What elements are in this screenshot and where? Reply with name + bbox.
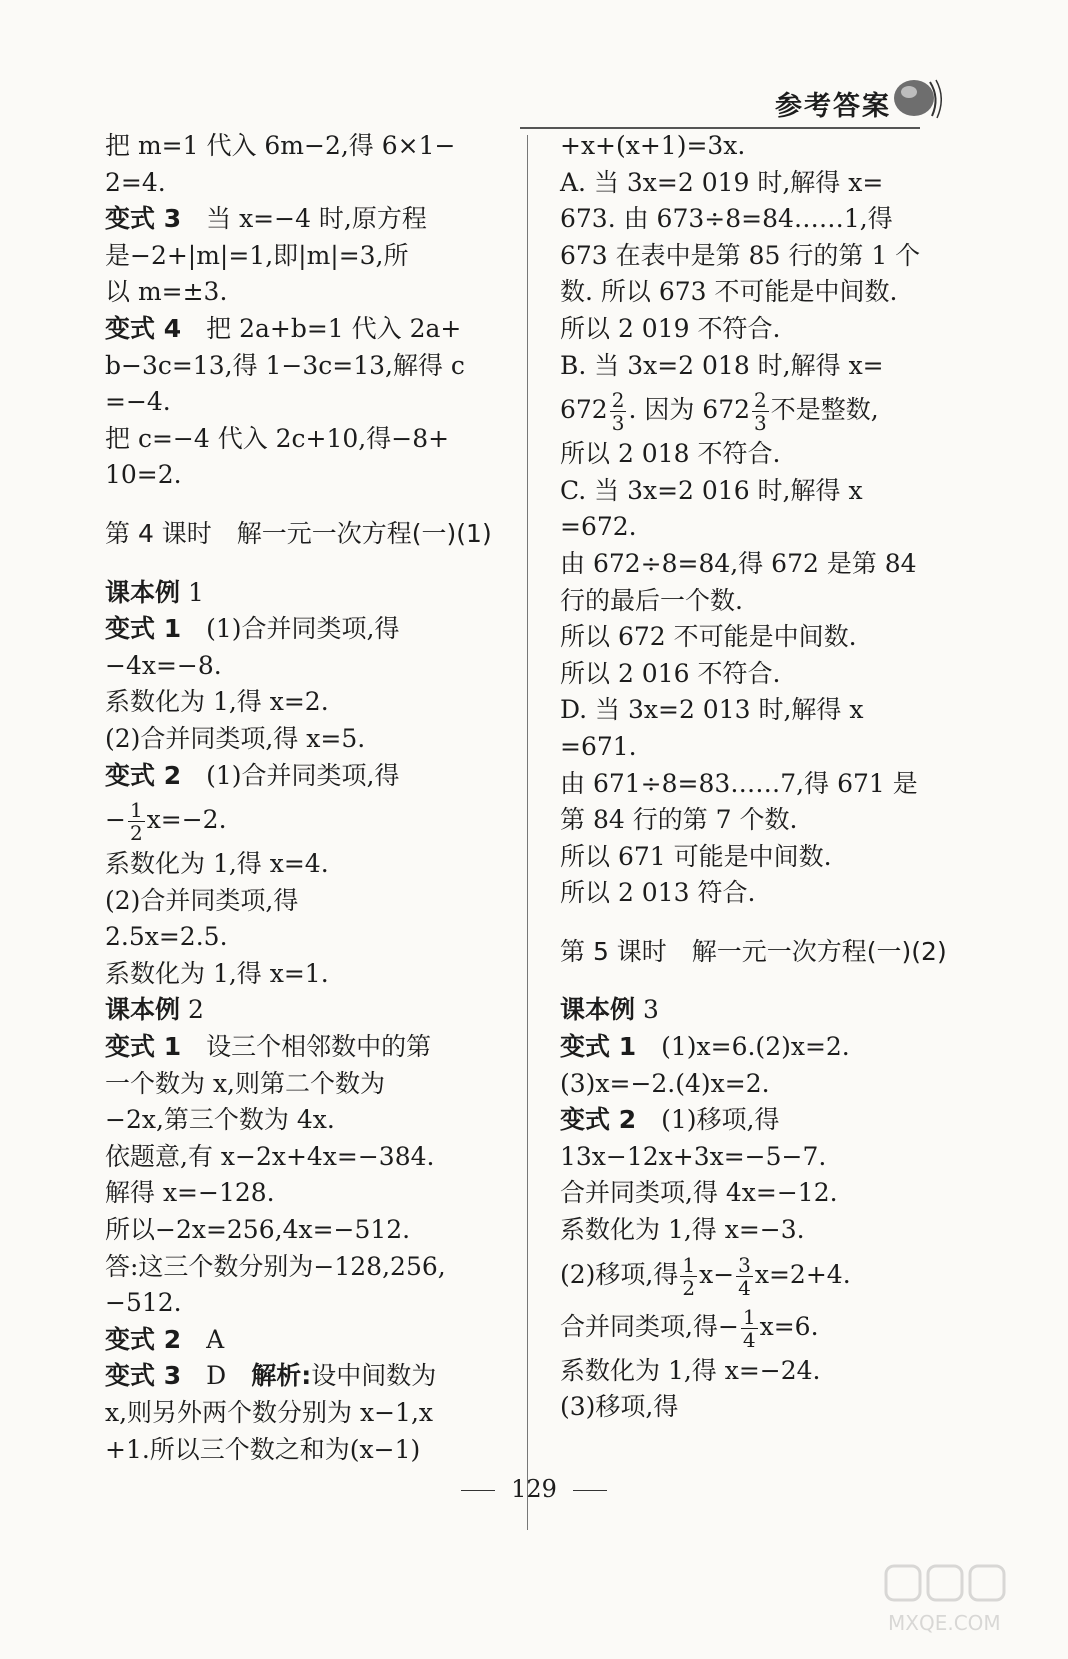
text-line: (1)x=6.(2)x=2.: [661, 1032, 850, 1062]
text-line: 系数化为 1,得 x=1.: [105, 958, 329, 988]
numerator: 1: [742, 1304, 756, 1329]
text-line: 13x−12x+3x=−5−7.: [560, 1141, 827, 1171]
text-line: (3)x=−2.(4)x=2.: [560, 1068, 770, 1098]
header-ornament-icon: [890, 76, 942, 120]
footer-dash: [573, 1490, 607, 1491]
text-line: 系数化为 1,得 x=−24.: [560, 1355, 821, 1385]
text-line: 所以 671 可能是中间数.: [560, 841, 832, 871]
fraction-line: [560, 384, 958, 436]
numerator: 2: [611, 388, 625, 413]
variant-1: [560, 1029, 958, 1066]
variant-3: [105, 201, 500, 238]
fraction: [741, 1306, 758, 1351]
text-line: 第 84 行的第 7 个数.: [560, 805, 798, 835]
text-line: 673 在表中是第 85 行的第 1 个: [560, 240, 921, 270]
text-line: =672.: [560, 512, 637, 542]
numerator: 2: [754, 388, 767, 413]
text-line: 所以 2 016 不符合.: [560, 658, 781, 688]
answer: D: [206, 1361, 227, 1391]
numerator: 1: [129, 798, 143, 823]
fraction-line: [105, 794, 500, 846]
fraction-line: [560, 1301, 958, 1353]
example-heading: [105, 992, 500, 1029]
text-line: 所以 2 019 不符合.: [560, 313, 781, 343]
text-line: +x+(x+1)=3x.: [560, 131, 746, 160]
fraction: [128, 799, 145, 844]
text-line: 所以 2 013 符合.: [560, 878, 756, 908]
text-fragment: 672: [560, 395, 608, 425]
text-line: (3)移项,得: [560, 1392, 679, 1422]
text-line: 设中间数为: [311, 1361, 437, 1391]
text-line: 把 m=1 代入 6m−2,得 6×1−: [105, 131, 456, 160]
analysis-label: 解析:: [251, 1361, 312, 1391]
text-line: 由 672÷8=84,得 672 是第 84: [560, 548, 917, 578]
variant-label: 变式 4: [105, 313, 182, 343]
text-fragment: . 因为 672: [628, 395, 751, 425]
fraction-line: [560, 1249, 958, 1301]
text-line: 2=4.: [105, 167, 166, 197]
text-line: (2)合并同类项,得: [105, 885, 299, 915]
text-line: +1.所以三个数之和为(x−1): [105, 1434, 421, 1464]
text-fragment: x=2+4.: [754, 1259, 851, 1289]
fraction: [610, 389, 627, 434]
example-label: 课本例: [105, 577, 181, 607]
text-line: 把 2a+b=1 代入 2a+: [206, 313, 462, 343]
example-heading: [105, 575, 500, 612]
denominator: 3: [611, 411, 625, 436]
text-line: 所以 2 018 不符合.: [560, 439, 781, 469]
variant-label: 变式 2: [105, 1324, 182, 1354]
variant-label: 变式 3: [105, 204, 182, 234]
text-line: (1)移项,得: [661, 1105, 780, 1135]
denominator: 2: [682, 1275, 696, 1300]
denominator: 2: [129, 821, 143, 846]
text-line: 把 c=−4 代入 2c+10,得−8+: [105, 423, 450, 453]
footer-dash: [461, 1490, 495, 1491]
left-column: [105, 128, 500, 1468]
text-line: 解得 x=−128.: [105, 1178, 275, 1208]
watermark-logo-icon: [880, 1560, 1030, 1640]
watermark-text: MXQE.COM: [888, 1611, 1001, 1635]
example-label: 课本例: [105, 995, 181, 1025]
lesson-heading: 第 5 课时 解一元一次方程(一)(2): [560, 936, 947, 966]
text-line: 数. 所以 673 不可能是中间数.: [560, 277, 898, 307]
text-line: 由 671÷8=83……7,得 671 是: [560, 768, 918, 798]
text-line: =−4.: [105, 387, 171, 417]
variant-label: 变式 1: [105, 614, 182, 644]
denominator: 4: [738, 1275, 751, 1300]
example-heading: [560, 992, 958, 1029]
text-fragment: x=6.: [759, 1311, 819, 1341]
text-line: (2)合并同类项,得 x=5.: [105, 723, 366, 753]
text-line: 所以 672 不可能是中间数.: [560, 622, 857, 652]
text-line: x,则另外两个数分别为 x−1,x: [105, 1398, 433, 1427]
text-line: 系数化为 1,得 x=4.: [105, 849, 329, 879]
text-fragment: −: [105, 805, 126, 835]
numerator: 3: [738, 1252, 751, 1277]
variant-3: [105, 1358, 500, 1395]
fraction: [752, 389, 769, 434]
fraction: [680, 1254, 697, 1299]
variant-4: [105, 311, 500, 348]
text-line: B. 当 3x=2 018 时,解得 x=: [560, 350, 884, 380]
text-line: 行的最后一个数.: [560, 585, 743, 615]
text-line: D. 当 3x=2 013 时,解得 x: [560, 695, 864, 725]
text-fragment: 不是整数,: [770, 395, 879, 425]
text-line: 答:这三个数分别为−128,256,: [105, 1251, 446, 1281]
text-line: 2.5x=2.5.: [105, 922, 228, 952]
text-line: −2x,第三个数为 4x.: [105, 1105, 335, 1135]
text-line: 系数化为 1,得 x=−3.: [560, 1215, 805, 1245]
example-number: 2: [187, 995, 204, 1025]
text-fragment: 合并同类项,得−: [560, 1311, 739, 1341]
text-fragment: x=−2.: [146, 805, 227, 835]
text-line: 当 x=−4 时,原方程: [206, 204, 427, 234]
text-line: 所以−2x=256,4x=−512.: [105, 1215, 411, 1245]
text-line: b−3c=13,得 1−3c=13,解得 c: [105, 350, 465, 380]
page-footer: [0, 1475, 1068, 1503]
variant-label: 变式 3: [105, 1361, 182, 1391]
text-line: C. 当 3x=2 016 时,解得 x: [560, 475, 863, 505]
lesson-heading: 第 4 课时 解一元一次方程(一)(1): [105, 518, 492, 548]
text-line: (1)合并同类项,得: [206, 614, 400, 644]
text-line: 一个数为 x,则第二个数为: [105, 1068, 385, 1098]
answer: A: [206, 1324, 225, 1354]
text-line: A. 当 3x=2 019 时,解得 x=: [560, 167, 884, 197]
text-line: 合并同类项,得 4x=−12.: [560, 1178, 838, 1208]
text-line: 是−2+|m|=1,即|m|=3,所: [105, 240, 409, 270]
variant-1: [105, 611, 500, 648]
text-line: 10=2.: [105, 460, 182, 490]
column-divider: [527, 135, 528, 1530]
example-number: 1: [187, 577, 204, 607]
variant-2: [105, 1322, 500, 1359]
numerator: 1: [682, 1252, 696, 1277]
text-fragment: x−: [699, 1259, 735, 1289]
text-line: 673. 由 673÷8=84……1,得: [560, 204, 893, 234]
denominator: 4: [742, 1327, 756, 1352]
page-header: [520, 72, 940, 132]
fraction: [736, 1254, 753, 1299]
variant-label: 变式 2: [105, 760, 182, 790]
page-number: 129: [511, 1475, 557, 1503]
text-line: 依题意,有 x−2x+4x=−384.: [105, 1141, 435, 1171]
variant-label: 变式 2: [560, 1105, 637, 1135]
variant-1: [105, 1029, 500, 1066]
text-line: −512.: [105, 1288, 182, 1318]
variant-label: 变式 1: [105, 1032, 182, 1062]
text-line: −4x=−8.: [105, 650, 222, 680]
text-fragment: (2)移项,得: [560, 1259, 679, 1289]
text-line: (1)合并同类项,得: [206, 760, 400, 790]
variant-label: 变式 1: [560, 1032, 637, 1062]
text-line: 设三个相邻数中的第: [206, 1032, 432, 1062]
header-title: 参考答案: [775, 91, 891, 122]
example-number: 3: [642, 995, 659, 1025]
text-line: 系数化为 1,得 x=2.: [105, 687, 329, 717]
variant-2: [105, 758, 500, 795]
text-line: 以 m=±3.: [105, 277, 228, 307]
denominator: 3: [754, 411, 767, 436]
right-column: [560, 128, 958, 1426]
text-line: =671.: [560, 731, 637, 761]
variant-2: [560, 1102, 958, 1139]
example-label: 课本例: [560, 995, 636, 1025]
